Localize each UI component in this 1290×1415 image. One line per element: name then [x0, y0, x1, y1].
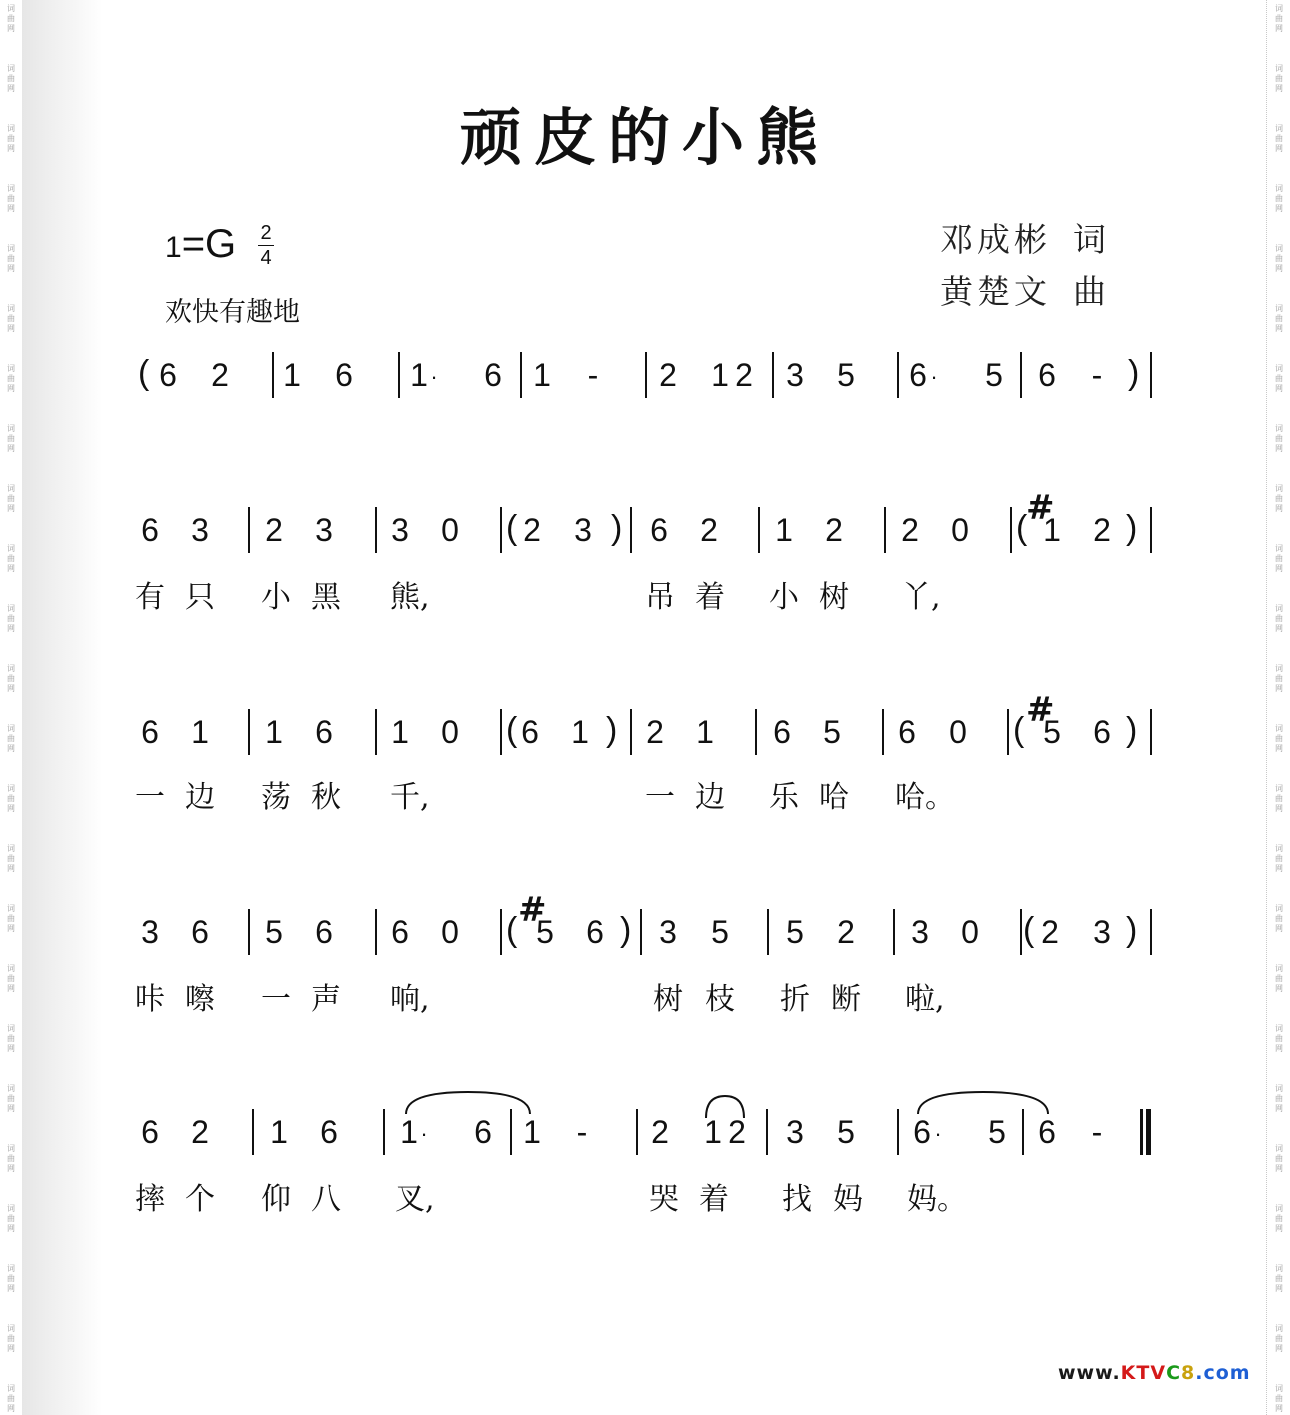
note: 2	[523, 512, 541, 548]
watermark-text: 词 曲 网	[1275, 784, 1283, 813]
watermark-text: 词 曲 网	[1275, 4, 1283, 33]
lyric-syllable: 叉,	[395, 1182, 435, 1217]
lyric-syllable: 哭	[649, 1182, 679, 1217]
barline	[375, 709, 377, 755]
watermark-text: 词 曲 网	[7, 1384, 15, 1413]
barline	[772, 352, 774, 398]
note: 3	[391, 512, 409, 548]
note: 2	[211, 357, 229, 393]
note: 1	[270, 1114, 288, 1150]
barline	[398, 352, 400, 398]
lyric-syllable: 啦,	[905, 982, 945, 1017]
watermark-text: 词 曲 网	[1275, 1264, 1283, 1293]
final-barline-thick	[1146, 1109, 1151, 1155]
watermark-text: 词 曲 网	[7, 244, 15, 273]
barline	[645, 352, 647, 398]
lyric-syllable: 边	[185, 780, 215, 815]
barline	[520, 352, 522, 398]
barline	[630, 507, 632, 553]
lyric-syllable: 嚓	[185, 982, 215, 1017]
lyric-syllable: 哈	[819, 780, 849, 815]
note: 0	[951, 512, 969, 548]
barline	[755, 709, 757, 755]
watermark-text: 词 曲 网	[7, 964, 15, 993]
note: 1	[400, 1114, 418, 1150]
barline	[640, 909, 642, 955]
watermark-text: 词 曲 网	[1275, 1144, 1283, 1173]
note: 2	[265, 512, 283, 548]
note: 1	[1043, 512, 1061, 548]
note: 5	[837, 357, 855, 393]
note: 1	[523, 1114, 541, 1150]
note: 3	[786, 357, 804, 393]
note: 6	[141, 512, 159, 548]
lyric-syllable: 妈	[833, 1182, 863, 1217]
parenthesis: )	[606, 711, 618, 749]
note: 2	[700, 512, 718, 548]
note: 6	[315, 714, 333, 750]
lyric-syllable: 熊,	[390, 580, 430, 615]
lyric-syllable: 吊	[645, 580, 675, 615]
lyric-syllable: 树	[653, 982, 683, 1017]
parenthesis: (	[1013, 711, 1025, 749]
note: 0	[949, 714, 967, 750]
note: 6	[913, 1114, 931, 1150]
lyric-syllable: 一	[645, 780, 675, 815]
note: 3	[786, 1114, 804, 1150]
lyric-syllable: 乐	[769, 780, 799, 815]
watermark-text: 词 曲 网	[7, 1144, 15, 1173]
note: 1	[775, 512, 793, 548]
note: 5	[1043, 714, 1061, 750]
barline	[884, 507, 886, 553]
time-rule	[258, 245, 274, 246]
note: 3	[911, 914, 929, 950]
barline	[767, 909, 769, 955]
note: ·	[934, 1121, 942, 1146]
watermark-text: 词 曲 网	[7, 64, 15, 93]
barline	[1007, 709, 1009, 755]
watermark-text: 词 曲 网	[1275, 544, 1283, 573]
watermark-text: 词 曲 网	[1275, 64, 1283, 93]
lyricist-credit	[940, 214, 1110, 261]
watermark-text: 词 曲 网	[1275, 724, 1283, 753]
note: 2	[646, 714, 664, 750]
barline	[882, 709, 884, 755]
watermark-text: 词 曲 网	[1275, 1384, 1283, 1413]
note: 5	[265, 914, 283, 950]
parenthesis: (	[138, 354, 150, 392]
barline	[636, 1109, 638, 1155]
watermark-text: 词 曲 网	[1275, 364, 1283, 393]
watermark-text: 词 曲 网	[1275, 424, 1283, 453]
watermark-text: 词 曲 网	[7, 184, 15, 213]
time-signature	[258, 222, 274, 269]
note: -	[587, 357, 599, 393]
note: 3	[191, 512, 209, 548]
lyric-syllable: 秋	[311, 780, 341, 815]
watermark-text: 词 曲 网	[1275, 964, 1283, 993]
barline	[758, 507, 760, 553]
lyric-syllable: 声	[311, 982, 341, 1017]
parenthesis: )	[1128, 354, 1140, 392]
lyric-syllable: 丫,	[901, 580, 941, 615]
barline	[1020, 909, 1022, 955]
note: 1	[696, 714, 714, 750]
barline	[248, 709, 250, 755]
barline	[1010, 507, 1012, 553]
note: 0	[441, 914, 459, 950]
note: 6	[898, 714, 916, 750]
right-margin-line	[1266, 0, 1267, 1415]
note: 2	[659, 357, 677, 393]
watermark-text: 词 曲 网	[1275, 1204, 1283, 1233]
watermark-text: 词 曲 网	[1275, 124, 1283, 153]
watermark-text: 词 曲 网	[7, 1084, 15, 1113]
lyric-syllable: 断	[831, 982, 861, 1017]
lyric-syllable: 一	[261, 982, 291, 1017]
note: 3	[1093, 914, 1111, 950]
lyric-syllable: 黑	[311, 580, 341, 615]
barline	[375, 909, 377, 955]
note: 2	[1093, 512, 1111, 548]
paper-texture	[22, 0, 102, 1415]
watermark-text: 词 曲 网	[7, 604, 15, 633]
note: 5	[786, 914, 804, 950]
watermark-text: 词 曲 网	[7, 1204, 15, 1233]
watermark-text: 词 曲 网	[7, 304, 15, 333]
parenthesis: (	[1023, 911, 1035, 949]
note: ·	[420, 1121, 428, 1146]
footer-c: C	[1166, 1362, 1182, 1384]
lyric-syllable: 只	[185, 580, 215, 615]
composer-role: 曲	[1073, 272, 1110, 311]
time-bottom: 4	[260, 247, 272, 269]
lyric-syllable: 找	[782, 1182, 812, 1217]
barline	[1150, 507, 1152, 553]
note: 0	[441, 512, 459, 548]
left-watermark-strip	[0, 0, 22, 1415]
watermark-text: 词 曲 网	[7, 1324, 15, 1353]
barline	[766, 1109, 768, 1155]
note: 5	[837, 1114, 855, 1150]
watermark-text: 词 曲 网	[1275, 184, 1283, 213]
note: 6	[315, 914, 333, 950]
lyric-syllable: 枝	[705, 982, 735, 1017]
note: 6	[650, 512, 668, 548]
watermark-text: 词 曲 网	[1275, 1024, 1283, 1053]
barline	[500, 709, 502, 755]
watermark-text: 词 曲 网	[1275, 904, 1283, 933]
note: 6	[191, 914, 209, 950]
note: 3	[141, 914, 159, 950]
footer-www: www.	[1058, 1362, 1121, 1384]
slur-arc	[918, 1092, 1048, 1114]
watermark-text: 词 曲 网	[7, 784, 15, 813]
note: 6	[1038, 1114, 1056, 1150]
note: 1	[571, 714, 589, 750]
lyric-syllable: 妈。	[907, 1182, 967, 1217]
watermark-text: 词 曲 网	[7, 124, 15, 153]
lyric-syllable: 八	[311, 1182, 341, 1217]
note: -	[1091, 1114, 1103, 1150]
lyric-syllable: 小	[261, 580, 291, 615]
note: 6	[1038, 357, 1056, 393]
barline	[248, 507, 250, 553]
barline	[248, 909, 250, 955]
note: 6	[484, 357, 502, 393]
note: 2	[735, 357, 753, 393]
barline	[1150, 909, 1152, 955]
note: 5	[823, 714, 841, 750]
watermark-text: 词 曲 网	[7, 1264, 15, 1293]
parenthesis: )	[1126, 711, 1138, 749]
note: 2	[191, 1114, 209, 1150]
final-barline-thin	[1140, 1109, 1143, 1155]
watermark-text: 词 曲 网	[1275, 244, 1283, 273]
watermark-text: 词 曲 网	[1275, 844, 1283, 873]
note: 6	[586, 914, 604, 950]
note: -	[576, 1114, 588, 1150]
note: 2	[825, 512, 843, 548]
footer-ktv: KTV	[1120, 1362, 1167, 1384]
watermark-text: 词 曲 网	[7, 724, 15, 753]
note: 1	[283, 357, 301, 393]
note: 6	[391, 914, 409, 950]
watermark-text: 词 曲 网	[1275, 304, 1283, 333]
watermark-text: 词 曲 网	[1275, 1084, 1283, 1113]
lyric-syllable: 荡	[261, 780, 291, 815]
lyric-syllable: 个	[185, 1182, 215, 1217]
lyric-syllable: 仰	[261, 1182, 291, 1217]
barline	[897, 1109, 899, 1155]
composer-name: 黄楚文	[940, 272, 1051, 311]
parenthesis: )	[611, 509, 623, 547]
lyric-syllable: 有	[135, 580, 165, 615]
barline	[500, 507, 502, 553]
note: 6	[773, 714, 791, 750]
lyric-syllable: 响,	[390, 982, 430, 1017]
lyric-syllable: 哈。	[895, 780, 955, 815]
barline	[1150, 352, 1152, 398]
lyric-syllable: 千,	[390, 780, 430, 815]
barline	[630, 709, 632, 755]
sharp-sign: #	[1026, 690, 1055, 730]
parenthesis: (	[1016, 509, 1028, 547]
watermark-text: 词 曲 网	[7, 424, 15, 453]
watermark-text: 词 曲 网	[1275, 484, 1283, 513]
note: 3	[574, 512, 592, 548]
parenthesis: (	[506, 509, 518, 547]
note: 1	[265, 714, 283, 750]
lyric-syllable: 边	[695, 780, 725, 815]
barline	[383, 1109, 385, 1155]
note: 5	[988, 1114, 1006, 1150]
lyric-syllable: 一	[135, 780, 165, 815]
barline	[500, 909, 502, 955]
footer-eight: 8	[1181, 1362, 1196, 1384]
watermark-text: 词 曲 网	[7, 364, 15, 393]
watermark-text: 词 曲 网	[7, 844, 15, 873]
parenthesis: )	[1126, 509, 1138, 547]
site-footer	[1058, 1362, 1251, 1384]
note: 5	[985, 357, 1003, 393]
barline	[1020, 352, 1022, 398]
note: 1	[711, 357, 729, 393]
barline	[1022, 1109, 1024, 1155]
right-watermark-strip	[1268, 0, 1290, 1415]
note: 2	[901, 512, 919, 548]
lyricist-role: 词	[1073, 220, 1110, 259]
barline	[1150, 709, 1152, 755]
note: 1	[391, 714, 409, 750]
note: 6	[909, 357, 927, 393]
note: 6	[141, 714, 159, 750]
barline	[510, 1109, 512, 1155]
note: 2	[728, 1114, 746, 1150]
barline	[272, 352, 274, 398]
watermark-text: 词 曲 网	[7, 544, 15, 573]
parenthesis: )	[620, 911, 632, 949]
note: 6	[159, 357, 177, 393]
parenthesis: (	[506, 911, 518, 949]
watermark-text: 词 曲 网	[7, 1024, 15, 1053]
note: 1	[410, 357, 428, 393]
note: 5	[536, 914, 554, 950]
note: 3	[659, 914, 677, 950]
note: 0	[441, 714, 459, 750]
tempo-marking: 欢快有趣地	[165, 297, 300, 328]
lyric-syllable: 着	[695, 580, 725, 615]
note: 6	[474, 1114, 492, 1150]
footer-com: .com	[1195, 1362, 1251, 1384]
barline	[375, 507, 377, 553]
note: 2	[651, 1114, 669, 1150]
note: 1	[191, 714, 209, 750]
key-signature	[165, 222, 236, 267]
parenthesis: (	[506, 711, 518, 749]
watermark-text: 词 曲 网	[7, 664, 15, 693]
note: 1	[533, 357, 551, 393]
watermark-text: 词 曲 网	[7, 484, 15, 513]
key-tonic: 1	[165, 231, 182, 264]
barline	[897, 352, 899, 398]
note: 1	[704, 1114, 722, 1150]
note: ·	[930, 364, 938, 389]
lyric-syllable: 咔	[135, 982, 165, 1017]
note: 5	[711, 914, 729, 950]
lyric-syllable: 树	[819, 580, 849, 615]
barline	[893, 909, 895, 955]
note: 6	[141, 1114, 159, 1150]
sharp-sign: #	[518, 890, 547, 930]
watermark-text: 词 曲 网	[7, 4, 15, 33]
note: 6	[1093, 714, 1111, 750]
lyric-syllable: 小	[769, 580, 799, 615]
parenthesis: )	[1126, 911, 1138, 949]
note: 0	[961, 914, 979, 950]
note: 3	[315, 512, 333, 548]
watermark-text: 词 曲 网	[1275, 664, 1283, 693]
note: 6	[521, 714, 539, 750]
watermark-text: 词 曲 网	[1275, 604, 1283, 633]
composer-credit	[940, 266, 1110, 313]
note: ·	[430, 364, 438, 389]
watermark-text: 词 曲 网	[7, 904, 15, 933]
lyricist-name: 邓成彬	[940, 220, 1051, 259]
note: 2	[837, 914, 855, 950]
note: 6	[335, 357, 353, 393]
lyric-syllable: 着	[699, 1182, 729, 1217]
lyric-syllable: 摔	[135, 1182, 165, 1217]
song-title: 顽皮的小熊	[459, 101, 830, 174]
note: -	[1091, 357, 1103, 393]
time-top: 2	[260, 222, 272, 244]
sharp-sign: #	[1026, 488, 1055, 528]
note: 6	[320, 1114, 338, 1150]
watermark-text: 词 曲 网	[1275, 1324, 1283, 1353]
lyric-syllable: 折	[780, 982, 810, 1017]
barline	[252, 1109, 254, 1155]
key-letter: =G	[181, 222, 237, 266]
note: 2	[1041, 914, 1059, 950]
